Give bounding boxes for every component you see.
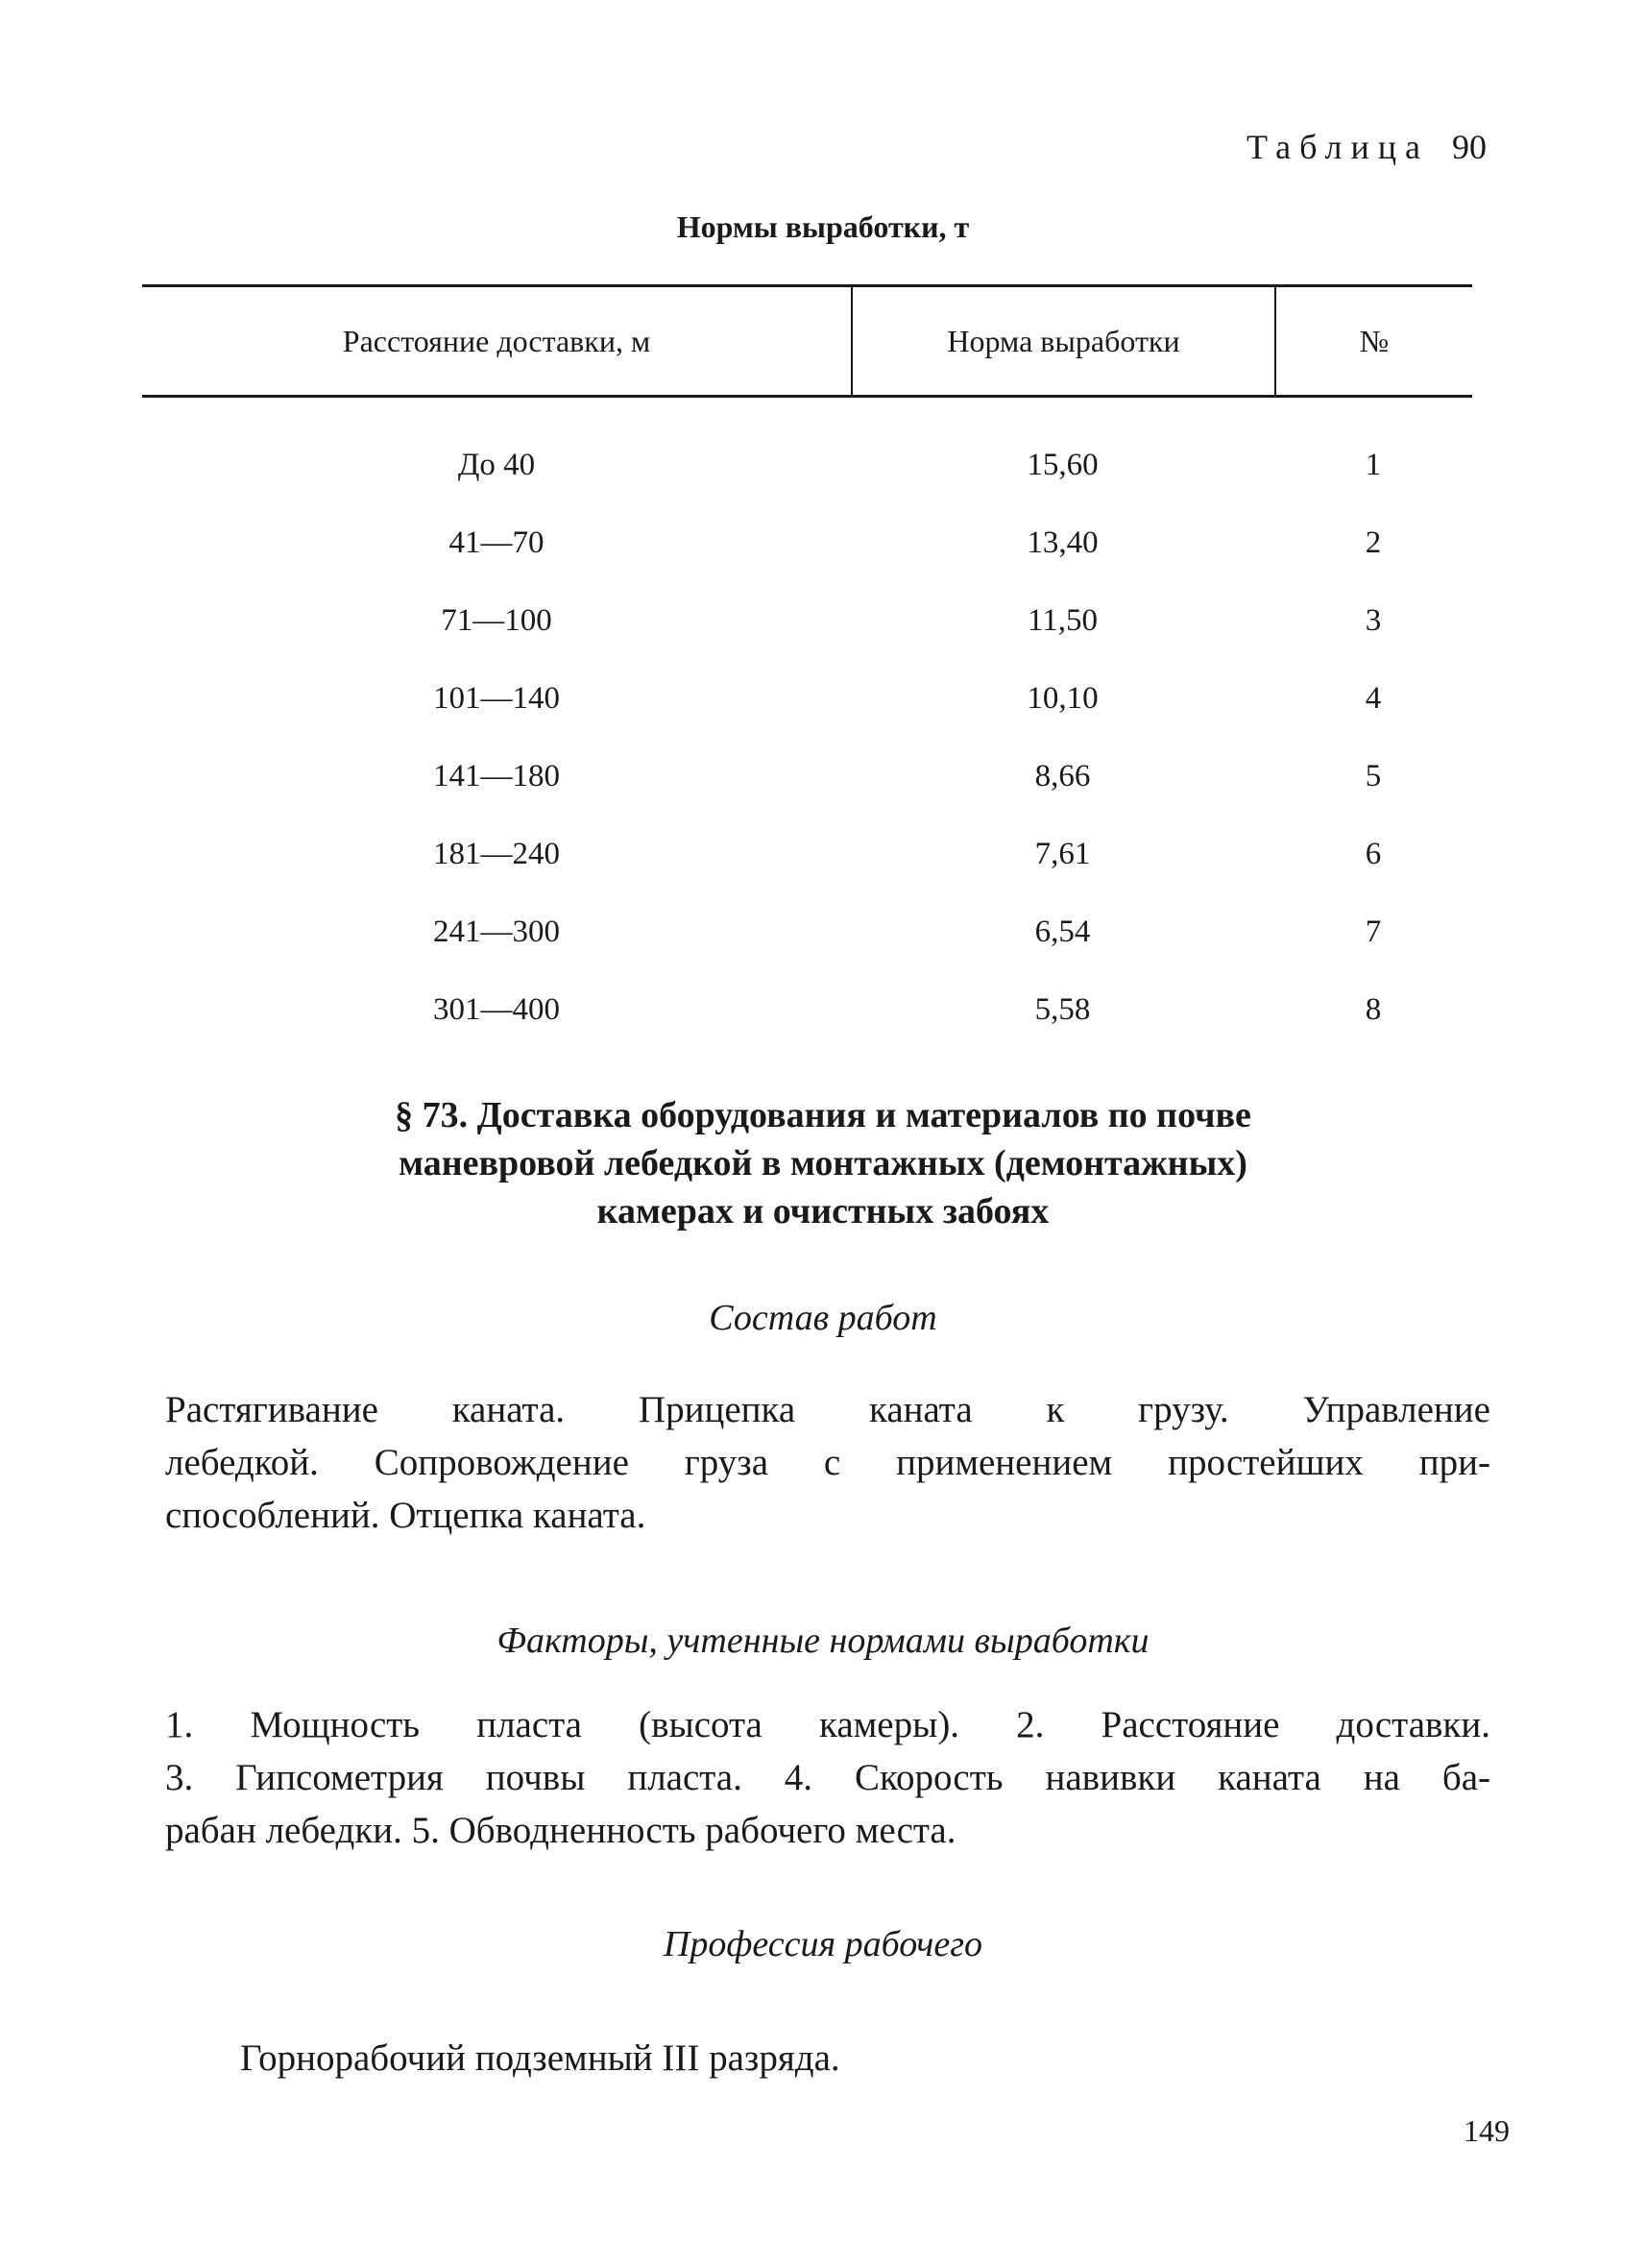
- table-caption-number: 90: [1452, 128, 1487, 166]
- factors-title: Факторы, учтенные нормами выработки: [496, 1621, 1150, 1661]
- cell-norm: 13,40: [1027, 525, 1099, 560]
- cell-norm: 15,60: [1027, 448, 1099, 482]
- page-number: 149: [1464, 2113, 1510, 2148]
- section-heading-line: камерах и очистных забоях: [596, 1191, 1050, 1232]
- profession-title: Профессия рабочего: [663, 1924, 983, 1964]
- section-heading-line: маневровой лебедкой в монтажных (демонтажных): [399, 1143, 1247, 1183]
- paragraph-line: 3. Гипсометрия почвы пласта. 4. Скорость навивки каната на ба-: [165, 1757, 1490, 1798]
- cell-distance: 41—70: [448, 525, 545, 560]
- cell-number: 4: [1365, 681, 1382, 716]
- cell-number: 7: [1365, 915, 1382, 949]
- cell-norm: 10,10: [1027, 681, 1099, 716]
- cell-norm: 5,58: [1034, 992, 1091, 1027]
- section-heading: [0, 1091, 1646, 1235]
- paragraph-line: способлений. Отцепка каната.: [165, 1495, 646, 1536]
- cell-norm: 6,54: [1034, 915, 1091, 949]
- table-row: [142, 971, 1472, 1049]
- paragraph-line: 1. Мощность пласта (высота камеры). 2. Расстояние доставки.: [165, 1704, 1490, 1745]
- cell-number: 5: [1365, 759, 1382, 793]
- cell-number: 2: [1365, 525, 1382, 560]
- cell-number: 1: [1365, 448, 1382, 482]
- section-heading-line: § 73. Доставка оборудования и материалов по почве: [395, 1095, 1251, 1135]
- cell-norm: 11,50: [1027, 603, 1099, 638]
- table-row: [142, 504, 1472, 582]
- cell-distance: 241—300: [433, 915, 560, 949]
- work-composition-text: [165, 1383, 1490, 1542]
- table-row: [142, 660, 1472, 738]
- cell-number: 3: [1365, 603, 1382, 638]
- table-caption-label: Таблица: [1247, 128, 1429, 166]
- table-row: [142, 738, 1472, 816]
- cell-number: 6: [1365, 837, 1382, 871]
- table-caption: [1247, 127, 1487, 167]
- factors-text: [165, 1698, 1490, 1857]
- cell-norm: 8,66: [1034, 759, 1091, 793]
- cell-number: 8: [1365, 992, 1382, 1027]
- paragraph-line: рабан лебедки. 5. Обводненность рабочего места.: [165, 1810, 956, 1851]
- norms-table: [142, 284, 1472, 1049]
- table-row: [142, 427, 1472, 504]
- header-norm: Норма выработки: [851, 287, 1274, 395]
- header-distance: Расстояние доставки, м: [342, 323, 651, 358]
- table-header-row: [142, 287, 1472, 395]
- cell-distance: 71—100: [441, 603, 552, 638]
- paragraph-line: Растягивание каната. Прицепка каната к грузу. Управление: [165, 1389, 1490, 1430]
- table-row: [142, 816, 1472, 893]
- cell-distance: До 40: [457, 448, 536, 482]
- table-row: [142, 893, 1472, 971]
- cell-distance: 181—240: [433, 837, 560, 871]
- table-title: Нормы выработки, т: [676, 209, 970, 244]
- cell-norm: 7,61: [1034, 837, 1091, 871]
- paragraph-line: лебедкой. Сопровождение груза с применением простейших при-: [165, 1442, 1490, 1483]
- table-body: [142, 398, 1472, 1049]
- work-composition-title: Состав работ: [709, 1298, 937, 1338]
- table-row: [142, 582, 1472, 660]
- header-number: №: [1274, 287, 1472, 395]
- cell-distance: 101—140: [433, 681, 560, 716]
- cell-distance: 301—400: [433, 992, 560, 1027]
- profession-text: Горнорабочий подземный III разряда.: [240, 2037, 840, 2079]
- cell-distance: 141—180: [433, 759, 560, 793]
